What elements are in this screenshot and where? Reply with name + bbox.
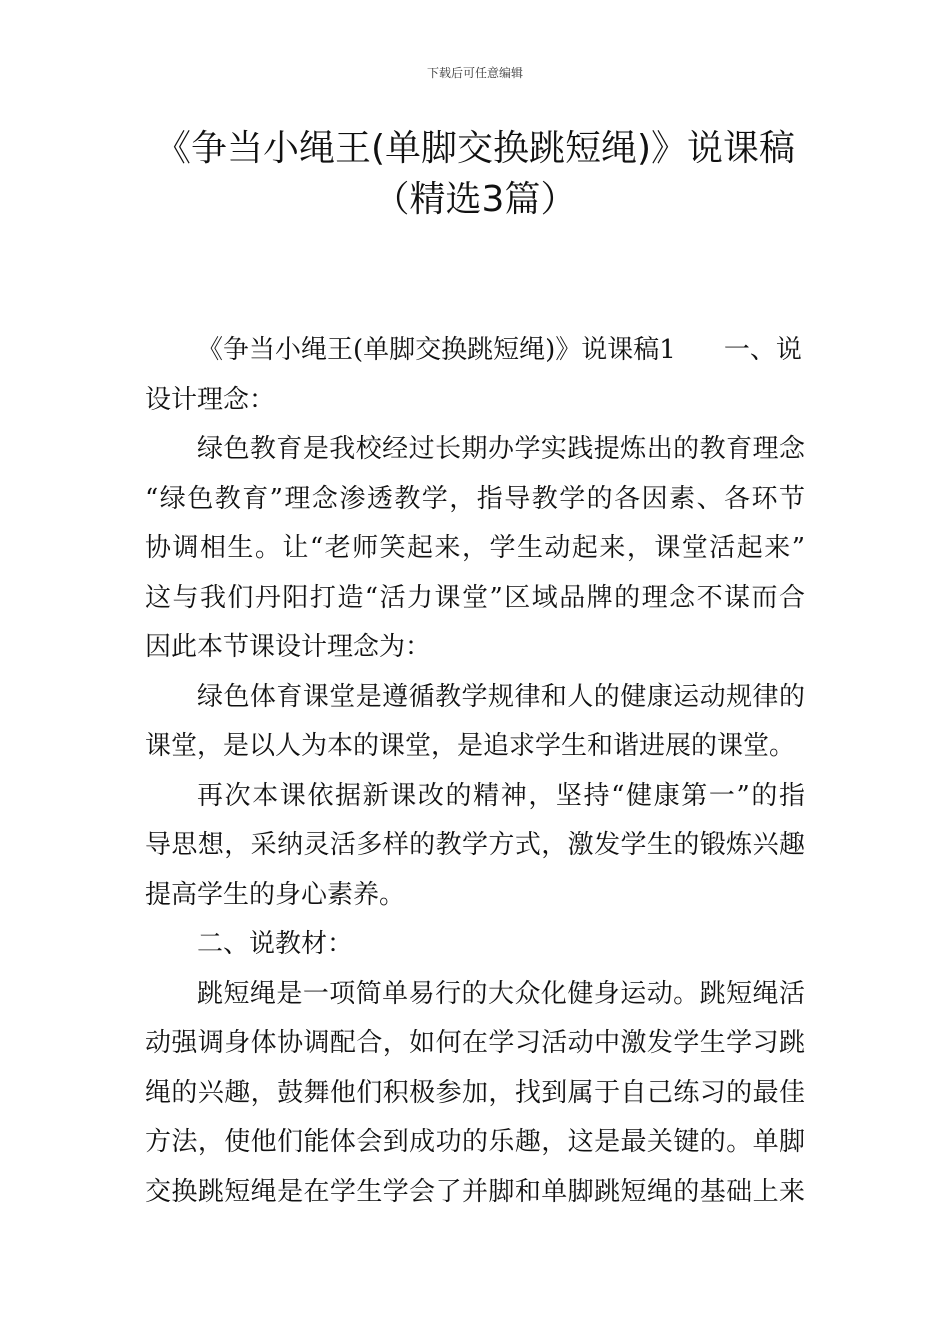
section-heading: 二、说教材： — [197, 929, 354, 959]
body-line: 导思想，采纳灵活多样的教学方式，激发学生的锻炼兴趣 — [145, 830, 805, 860]
body-line: 方法，使他们能体会到成功的乐趣，这是最关键的。单脚 — [145, 1127, 805, 1157]
body-line: 交换跳短绳是在学生学会了并脚和单脚跳短绳的基础上来 — [145, 1176, 805, 1207]
body-line: 绿色教育是我校经过长期办学实践提炼出的教育理念 — [197, 434, 805, 464]
body-line: 设计理念： — [145, 384, 276, 415]
body-line: 协调相生。让“老师笑起来，学生动起来，课堂活起来” — [145, 533, 805, 563]
body-line: 动强调身体协调配合，如何在学习活动中激发学生学习跳 — [145, 1028, 805, 1058]
section-label: 一、说 — [723, 335, 802, 365]
body-line: 再次本课依据新课改的精神，坚持“健康第一”的指 — [197, 780, 805, 811]
header-note: 下载后可任意编辑 — [426, 66, 523, 80]
body-line: 提高学生的身心素养。 — [145, 879, 406, 910]
body-line: 跳短绳是一项简单易行的大众化健身运动。跳短绳活 — [197, 978, 805, 1009]
document-body — [145, 326, 805, 1217]
section-heading-line — [145, 326, 805, 376]
body-line: 因此本节课设计理念为： — [145, 632, 432, 662]
body-line: “绿色教育”理念渗透教学，指导教学的各因素、各环节 — [145, 483, 805, 514]
body-line: 绿色体育课堂是遵循教学规律和人的健康运动规律的 — [197, 681, 805, 712]
body-line: 这与我们丹阳打造“活力课堂”区域品牌的理念不谋而合 — [145, 582, 805, 613]
section-title: 《争当小绳王(单脚交换跳短绳)》说课稿1 — [197, 335, 676, 365]
body-line: 绳的兴趣，鼓舞他们积极参加，找到属于自己练习的最佳 — [145, 1077, 805, 1108]
document-title: 《争当小绳王(单脚交换跳短绳)》说课稿 — [154, 128, 796, 169]
document-subtitle: （精选3篇） — [373, 179, 577, 220]
body-line: 课堂，是以人为本的课堂，是追求学生和谐进展的课堂。 — [145, 731, 796, 761]
